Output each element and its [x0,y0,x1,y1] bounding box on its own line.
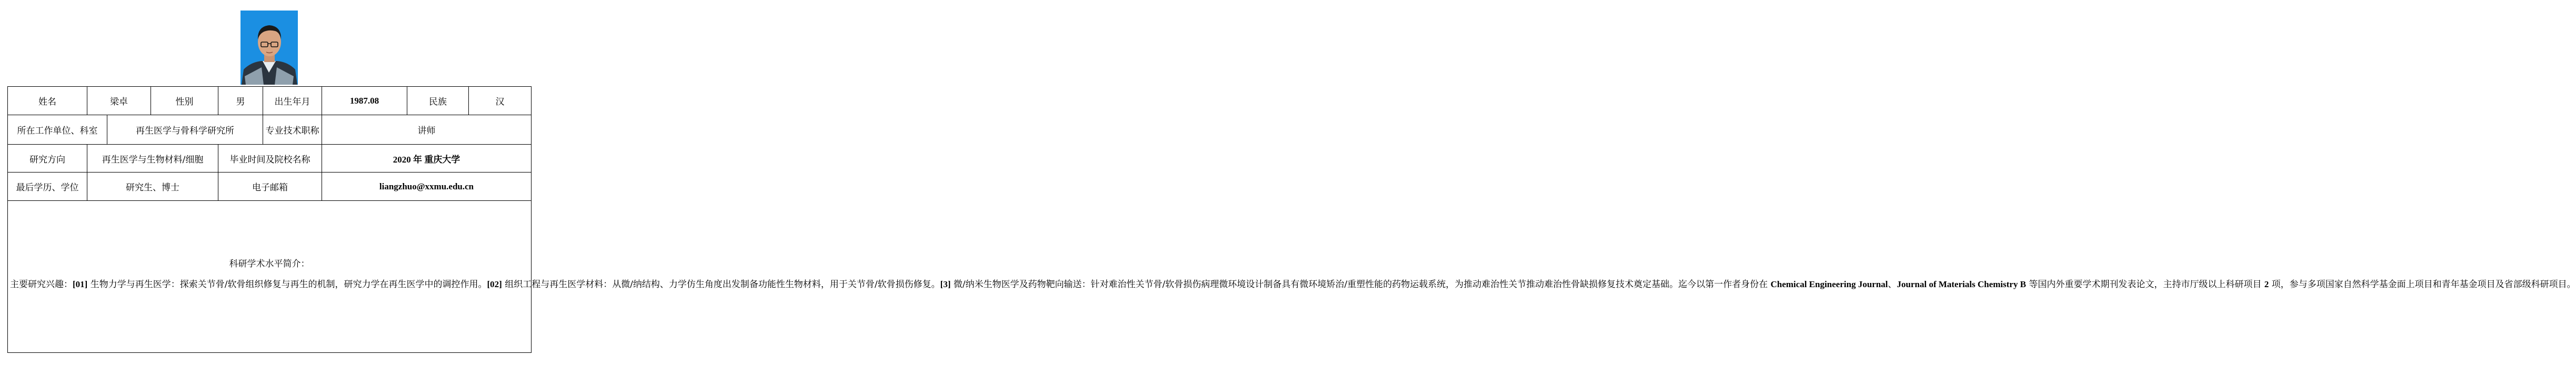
summary-body [10,273,2576,296]
birth-value: 1987.08 [322,87,407,115]
graduation-value: 2020 年 重庆大学 [322,145,532,173]
email-label: 电子邮箱 [218,173,322,201]
title-value: 讲师 [322,115,532,145]
summary-topic-2: 组织工程与再生医学材料：从微/纳结构、力学仿生角度出发制备功能性生物材料，用于关节骨/软骨损伤修复。 [502,279,940,290]
summary-interest-label: 主要研究兴趣： [10,279,73,290]
name-value: 梁卓 [87,87,151,115]
birth-label: 出生年月 [263,87,322,115]
profile-table [7,86,2576,353]
summary-title: 科研学术水平简介： [229,259,310,269]
name-label: 姓名 [8,87,87,115]
summary-index-2: [02] [487,279,502,289]
graduation-label: 毕业时间及院校名称 [218,145,322,173]
journal-name-2: Journal of Materials Chemistry B [1897,279,2026,289]
gender-label: 性别 [151,87,218,115]
unit-value: 再生医学与骨科学研究所 [107,115,263,145]
summary-index-3: [3] [940,279,951,289]
degree-label: 最后学历、学位 [8,173,87,201]
unit-label: 所在工作单位、科室 [8,115,107,145]
journal-name-1: Chemical Engineering Journal [1770,279,1888,289]
portrait-photo [240,11,298,85]
title-label: 专业技术职称 [263,115,322,145]
summary-index-1: [01] [73,279,88,289]
degree-value: 研究生、博士 [87,173,218,201]
summary-projects: 等国内外重要学术期刊发表论文，主持市厅级以上科研项目 [2026,279,2264,290]
research-summary [8,201,2576,353]
summary-closing: 项，参与多项国家自然科学基金面上项目和青年基金项目及省部级科研项目。 [2269,279,2576,290]
research-label: 研究方向 [8,145,87,173]
gender-value: 男 [218,87,263,115]
portrait-icon [240,11,298,85]
summary-separator: 、 [1888,279,1897,290]
email-value: liangzhuo@xxmu.edu.cn [322,173,532,201]
project-count: 2 [2264,279,2269,289]
ethnicity-value: 汉 [469,87,532,115]
summary-topic-3: 微/纳米生物医学及药物靶向输送：针对难治性关节骨/软骨损伤病理微环境设计制备具有微环境矫治/重塑性能的药物运载系统，为推动难治性关节推动难治性骨缺损修复技术奠定基础。迄今以第一作者身份在 [950,279,1771,290]
summary-topic-1: 生物力学与再生医学：探索关节骨/软骨组织修复与再生的机制，研究力学在再生医学中的调控作用。 [87,279,487,290]
ethnicity-label: 民族 [407,87,469,115]
research-value: 再生医学与生物材料/细胞 [87,145,218,173]
